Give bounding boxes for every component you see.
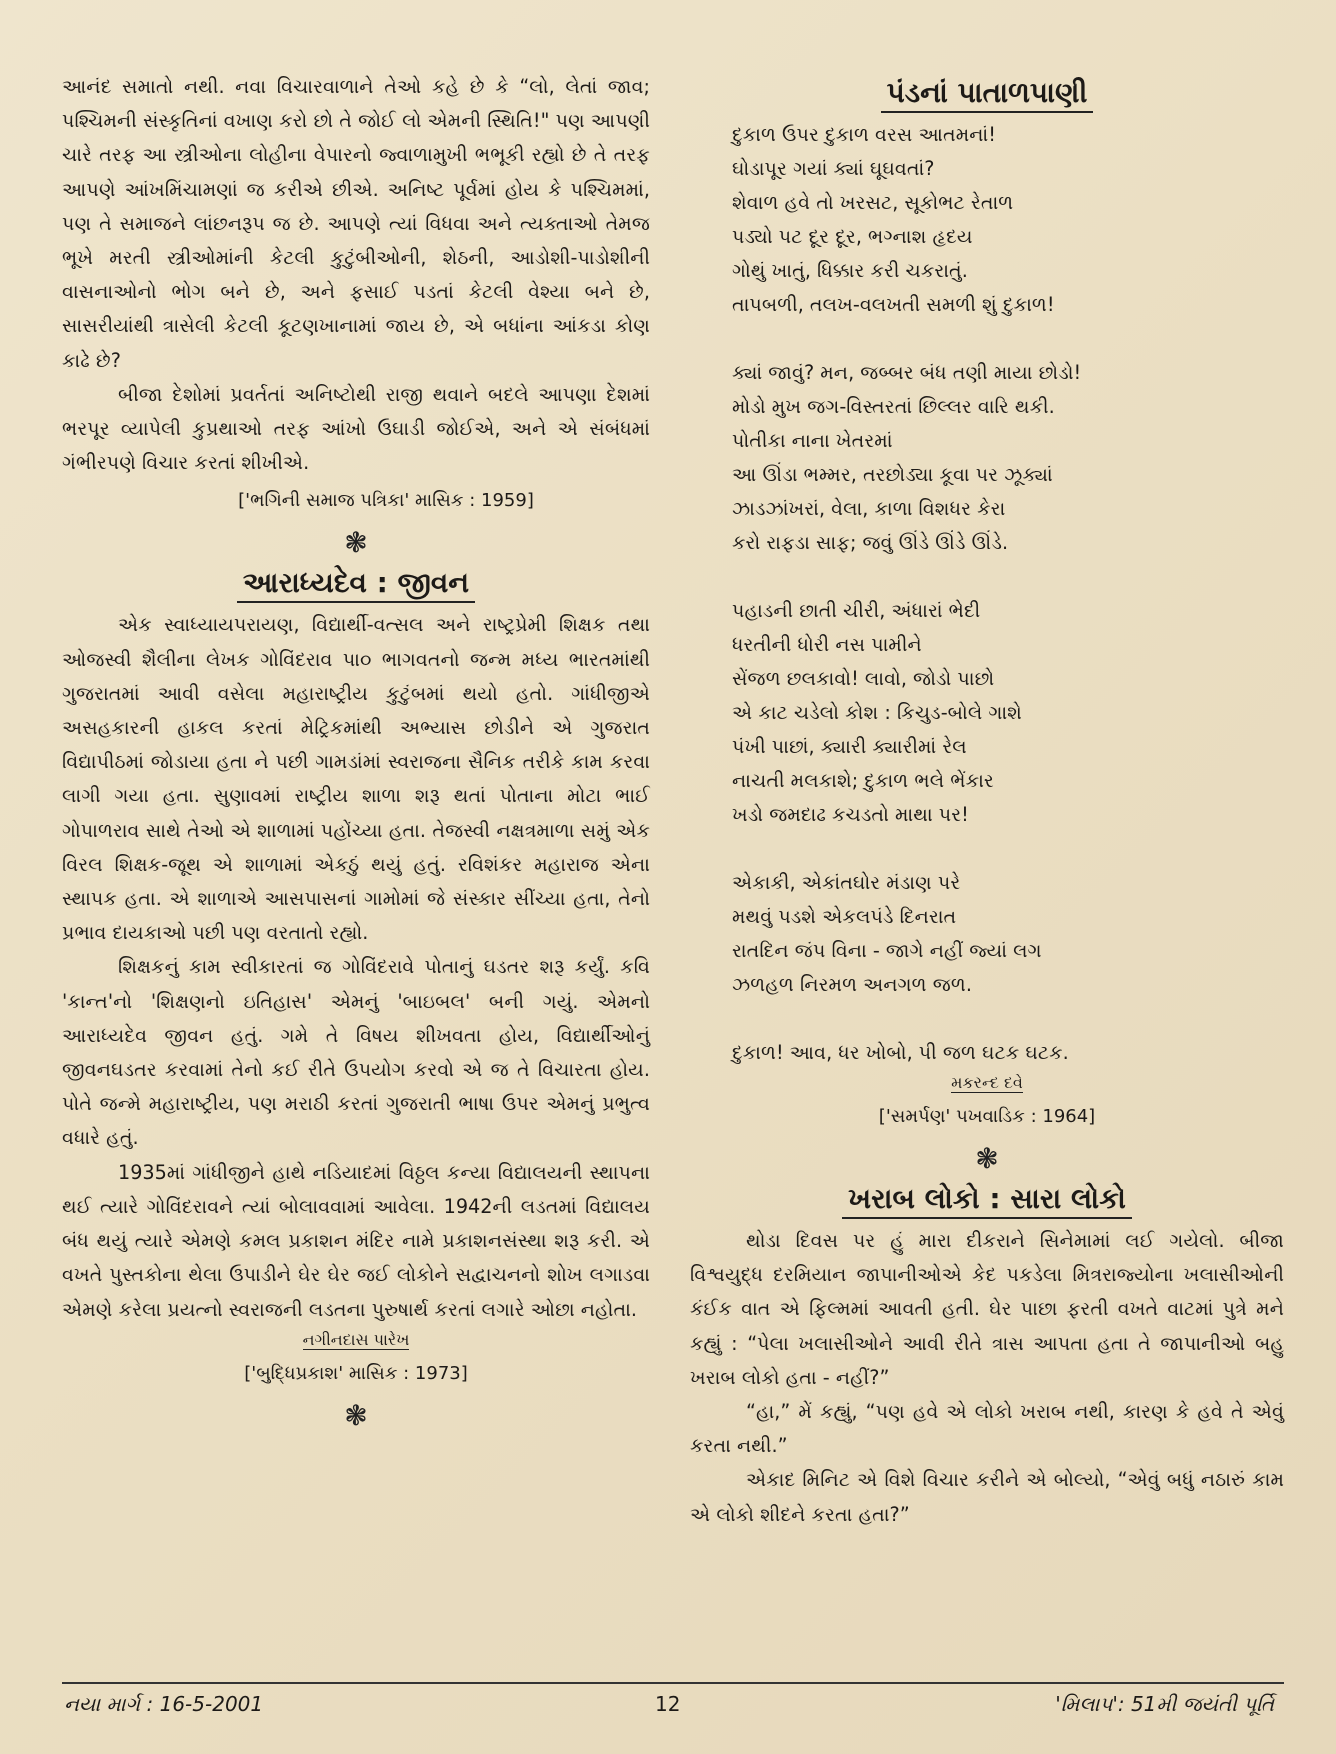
poem-line: ક્યાં જાવું? મન, જબ્બર બંધ તણી માયા છોડો! xyxy=(732,361,1082,384)
flower-ornament-icon: ❃ xyxy=(344,1398,368,1432)
poem-line: સેંજળ છલકાવો! લાવો, જોડો પાછો xyxy=(732,667,995,690)
article-paragraph: શિક્ષકનું કામ સ્વીકારતાં જ ગોવિંદરાવે પોતાનું ઘડતર શરૂ કર્યું. કવિ 'કાન્ત'નો 'શિક્ષણનો ઇતિહાસ' એમનું 'બાઇબલ' બની ગયું. એમનો આરાધ્યદેવ જીવન હતું. ગમે તે વિષય શીખવતા હોય, વિદ્યાર્થીઓનું જીવનઘડતર કરવામાં તેનો કઈ રીતે ઉપયોગ કરવો એ જ તે વિચારતા હોય. પોતે જન્મે મહારાષ્ટ્રીય, પણ મરાઠી કરતાં ગુજરાતી ભાષા ઉપર એમનું પ્રભુત્વ વધારે હતું. xyxy=(62,955,650,1150)
poem-line: કરો રાફડા સાફ; જવું ઊંડે ઊંડે ઊંડે. xyxy=(732,531,1009,554)
poem-line: દુકાળ! આવ, ધર ખોબો, પી જળ ઘટક ઘટક. xyxy=(732,1041,1069,1064)
poet-name xyxy=(690,1070,1284,1096)
poem-line: આ ઊંડા ભમ્મર, તરછોડ્યા કૂવા પર ઝૂક્યાં xyxy=(732,463,1053,486)
source-citation: ['સમર્પણ' પખવાડિક : 1964] xyxy=(878,1106,1096,1127)
flower-ornament-icon: ❃ xyxy=(975,1142,999,1175)
article-paragraph: બીજા દેશોમાં પ્રવર્તતાં અનિષ્ટોથી રાજી થવાને બદલે આપણા દેશમાં ભરપૂર વ્યાપેલી કુપ્રથાઓ તરફ આંખો ઉઘાડી જોઈએ, અને એ સંબંધમાં ગંભીરપણે વિચાર કરતાં શીખીએ. xyxy=(62,382,650,475)
source-citation: ['બુદ્ધિપ્રકાશ' માસિક : 1973] xyxy=(244,1362,468,1384)
left-column xyxy=(62,70,650,1437)
stanza-gap xyxy=(732,832,1284,866)
poem-line: એ કાટ ચડેલો કોશ : કિચુડ-બોલે ગાશે xyxy=(732,701,1022,724)
poem-line: પંખી પાછાં, ક્યારી ક્યારીમાં રેલ xyxy=(732,735,967,758)
poem-line: મથવું પડશે એકલપંડે દિનરાત xyxy=(732,905,957,928)
poem-line: રાતદિન જંપ વિના - જાગે નહીં જ્યાં લગ xyxy=(732,939,1042,962)
article-paragraph: એકાદ મિનિટ એ વિશે વિચાર કરીને એ બોલ્યો, “એવું બધું નઠારું કામ એ લોકો શીદને કરતા હતા?” xyxy=(690,1468,1284,1526)
poem xyxy=(690,118,1284,1070)
author-name xyxy=(62,1327,650,1353)
article-paragraph: થોડા દિવસ પર હું મારા દીકરાને સિનેમામાં લઈ ગયેલો. બીજા વિશ્વયુદ્ધ દરમિયાન જાપાનીઓએ કેદ પકડેલા મિત્રરાજ્યોના ખલાસીઓની કંઈક વાત એ ફિલ્મમાં આવતી હતી. ઘેર પાછા ફરતી વખતે વાટમાં પુત્રે મને કહ્યું : “પેલા ખલાસીઓને આવી રીતે ત્રાસ આપતા હતા તે જાપાનીઓ બહુ ખરાબ લોકો હતા - નહીં?” xyxy=(690,1229,1284,1389)
poem-title-text: પંડનાં પાતાળપાણી xyxy=(881,76,1094,113)
poem-line: દુકાળ ઉપર દુકાળ વરસ આતમનાં! xyxy=(732,123,996,146)
footer-supplement: 'મિલાપ': 51મી જયંતી પૂર્તિ xyxy=(1055,1692,1274,1716)
poem-line: ગોથું ખાતું, ધિક્કાર કરી ચકરાતું. xyxy=(732,259,968,282)
poet-name-text: મકરન્દ દવે xyxy=(951,1073,1023,1092)
footer-publication: નયા માર્ગ : 16-5-2001 xyxy=(64,1692,264,1716)
article-paragraph: એક સ્વાધ્યાયપરાયણ, વિદ્યાર્થી-વત્સલ અને રાષ્ટ્રપ્રેમી શિક્ષક તથા ઓજસ્વી શૈલીના લેખક ગોવિંદરાવ પા૦ ભાગવતનો જન્મ મધ્ય ભારતમાંથી ગુજરાતમાં આવી વસેલા મહારાષ્ટ્રીય કુટુંબમાં થયો હતો. ગાંધીજીએ અસહકારની હાકલ કરતાં મેટ્રિકમાંથી અભ્યાસ છોડીને એ ગુજરાત વિદ્યાપીઠમાં જોડાયા હતા ને પછી ગામડાંમાં સ્વરાજના સૈનિક તરીકે કામ કરવા લાગી ગયા હતા. સુણાવમાં રાષ્ટ્રીય શાળા શરૂ થતાં પોતાના મોટા ભાઈ ગોપાળરાવ સાથે તેઓ એ શાળામાં પહોંચ્યા હતા. તેજસ્વી નક્ષત્રમાળા સમું એક વિરલ શિક્ષક-જૂથ એ શાળામાં એકઠું થયું હતું. રવિશંકર મહારાજ એના સ્થાપક હતા. એ શાળાએ આસપાસનાં ગામોમાં જે સંસ્કાર સીંચ્યા હતા, તેનો પ્રભાવ દાયકાઓ પછી પણ વરતાતો રહ્યો. xyxy=(62,613,650,945)
poem-line: પોતીકા નાના ખેતરમાં xyxy=(732,429,893,452)
poem-line: મોડો મુખ જગ-વિસ્તરતાં છિલ્લર વારિ થકી. xyxy=(732,395,1055,418)
poem-line: ઘોડાપૂર ગયાં ક્યાં ઘૂઘવતાં? xyxy=(732,157,935,180)
poem-title xyxy=(690,74,1284,112)
article-paragraph: 1935માં ગાંધીજીને હાથે નડિયાદમાં વિઠ્ઠલ કન્યા વિદ્યાલયની સ્થાપના થઈ ત્યારે ગોવિંદરાવને ત્યાં બોલાવવામાં આવેલા. 1942ની લડતમાં વિદ્યાલય બંધ થયું ત્યારે એમણે કમલ પ્રકાશન મંદિર નામે પ્રકાશનસંસ્થા શરૂ કરી. એ વખતે પુસ્તકોના થેલા ઉપાડીને ઘેર ઘેર જઈ લોકોને સદ્વાચનનો શોખ લગાડવા એમણે કરેલા પ્રયત્નો સ્વરાજની લડતના પુરુષાર્થ કરતાં લગારે ઓછા નહોતા. xyxy=(62,1160,650,1321)
poem-line: ઝળહળ નિરમળ અનગળ જળ. xyxy=(732,973,972,996)
article-continued-paragraph: આનંદ સમાતો નથી. નવા વિચારવાળાને તેઓ કહે છે કે “લો, લેતાં જાવ; પશ્ચિમની સંસ્કૃતિનાં વખાણ કરો છો તે જોઈ લો એમની સ્થિતિ!" પણ આપણી ચારે તરફ આ સ્ત્રીઓના લોહીના વેપારનો જ્વાળામુખી ભભૂકી રહ્યો છે તે તરફ આપણે આંખમિંચામણાં જ કરીએ છીએ. અનિષ્ટ પૂર્વમાં હોય કે પશ્ચિમમાં, પણ તે સમાજને લાંછનરૂપ જ છે. આપણે ત્યાં વિધવા અને ત્યક્તાઓ તેમજ ભૂખે મરતી સ્ત્રીઓમાંની કેટલી કુટુંબીઓની, શેઠની, આડોશી-પાડોશીની વાસનાઓનો ભોગ બને છે, અને ફસાઈ પડતાં કેટલી વેશ્યા બને છે, સાસરીયાંથી ત્રાસેલી કેટલી કૂટણખાનામાં જાય છે, એ બધાંના આંકડા કોણ કાઢે છે? xyxy=(62,75,650,372)
source-citation: ['ભગિની સમાજ પત્રિકા' માસિક : 1959] xyxy=(238,490,534,512)
article-paragraph: “હા,” મેં કહ્યું, “પણ હવે એ લોકો ખરાબ નથી, કારણ કે હવે તે એવું કરતા નથી.” xyxy=(690,1400,1284,1458)
poem-line: નાચતી મલકાશે; દુકાળ ભલે ભેંકાર xyxy=(732,769,994,792)
flower-ornament-icon: ❃ xyxy=(344,526,368,560)
right-column xyxy=(690,70,1284,1532)
poem-line: ખડો જમદાઢ કચડતો માથા પર! xyxy=(732,803,969,826)
article-title-text: ખરાબ લોકો : સારા લોકો xyxy=(842,1182,1132,1219)
poem-line: શેવાળ હવે તો ખરસટ, સૂકોભટ રેતાળ xyxy=(732,191,1014,214)
poem-line: ધરતીની ધોરી નસ પામીને xyxy=(732,633,922,656)
stanza-gap xyxy=(732,1002,1284,1036)
poem-line: તાપબળી, તલખ-વલખતી સમળી શું દુકાળ! xyxy=(732,293,1055,316)
poem-line: ઝાડઝાંખરાં, વેલા, કાળા વિશધર કેરા xyxy=(732,497,1006,520)
stanza-gap xyxy=(732,322,1284,356)
stanza-gap xyxy=(732,560,1284,594)
page-number: 12 xyxy=(655,1692,681,1716)
article-title-text: આરાધ્યદેવ : જીવન xyxy=(237,566,475,603)
article-title xyxy=(62,564,650,602)
article-title xyxy=(690,1180,1284,1218)
poem-line: એકાકી, એકાંતઘોર મંડાણ પરે xyxy=(732,871,961,894)
poem-line: પહાડની છાતી ચીરી, અંધારાં ભેદી xyxy=(732,599,981,622)
footer-divider xyxy=(62,1682,1284,1684)
author-name-text: નગીનદાસ પારેખ xyxy=(302,1329,410,1349)
poem-line: પડ્યો પટ દૂર દૂર, ભગ્નાશ હૃદય xyxy=(732,225,973,248)
